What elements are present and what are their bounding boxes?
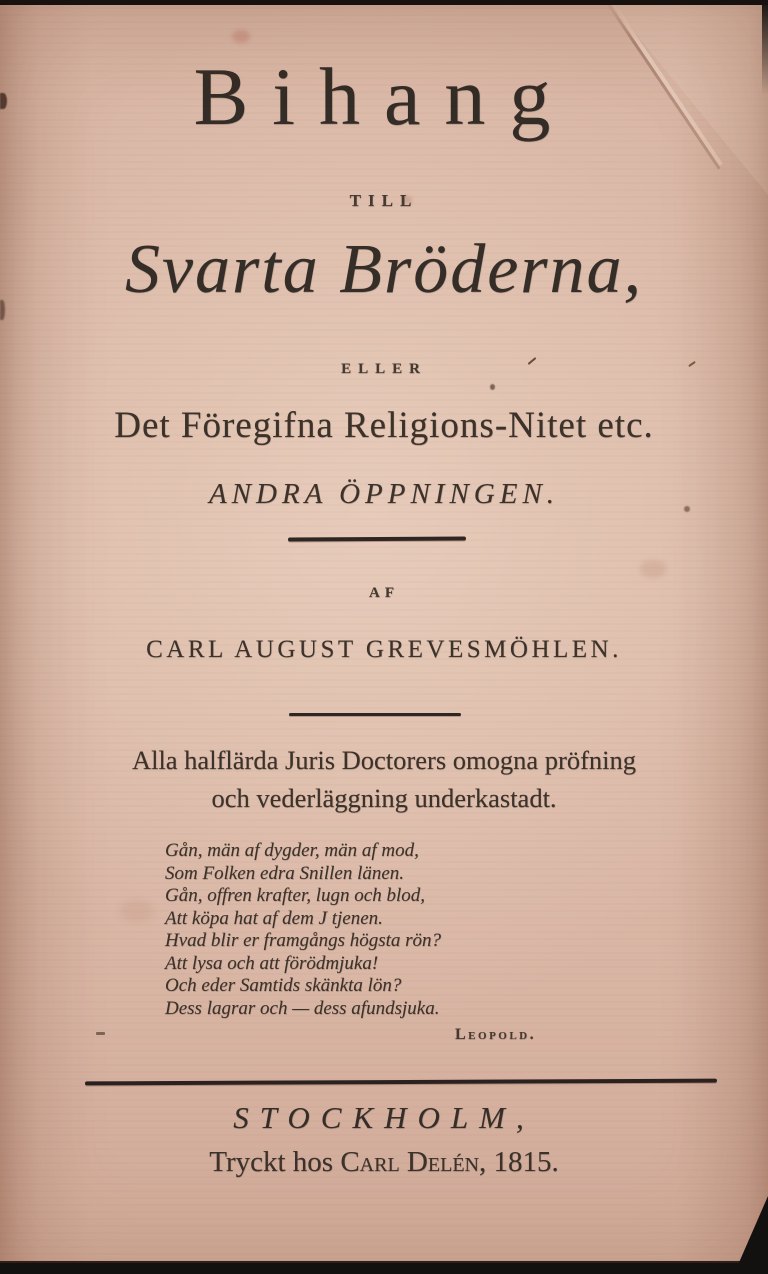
scan-edge-right xyxy=(762,0,768,95)
connector-till: TILL xyxy=(349,191,419,210)
series-title: Svarta Bröderna, xyxy=(124,231,644,308)
byline-label: AF xyxy=(369,585,399,601)
imprint-rule xyxy=(85,1079,717,1086)
poem-line: Gån, män af dygder, män af mod, xyxy=(165,840,419,861)
part-title: ANDRA ÖPPNINGEN. xyxy=(208,478,560,510)
printer-name: Carl Delén xyxy=(340,1146,479,1178)
paper-stain xyxy=(232,30,250,43)
ink-speck xyxy=(490,384,495,390)
motto-line-2: och vederläggning underkastadt. xyxy=(211,782,557,813)
divider-rule-2 xyxy=(289,713,461,716)
poem-line: Att lysa och att förödmjuka! xyxy=(165,952,379,974)
imprint-line xyxy=(0,1146,768,1179)
poem-line: Att köpa hat af dem J tjenen. xyxy=(165,907,383,929)
paper-stain xyxy=(120,900,154,922)
subtitle: Det Föregifna Religions-Nitet etc. xyxy=(114,405,654,446)
epigraph-poem xyxy=(165,840,585,1020)
poem-line: Gån, offren krafter, lugn och blod, xyxy=(165,885,425,906)
paper-stain xyxy=(640,560,666,578)
scan-edge-bottom xyxy=(0,1261,768,1274)
poem-attribution: Leopold. xyxy=(455,1026,537,1043)
poem-line: Som Folken edra Snillen länen. xyxy=(165,862,405,884)
ink-speck xyxy=(96,1032,105,1035)
poem-line: Dess lagrar och — dess afundsjuka. xyxy=(165,997,440,1019)
motto-line-1: Alla halflärda Juris Doctorers omogna pröfning xyxy=(131,745,637,775)
imprint-city: STOCKHOLM, xyxy=(233,1100,535,1135)
poem-line: Hvad blir er framgångs högsta rön? xyxy=(165,930,442,951)
divider-rule-1 xyxy=(288,537,466,542)
motto xyxy=(0,742,768,817)
author-name: CARL AUGUST GREVESMÖHLEN. xyxy=(146,636,622,663)
scan-edge-top xyxy=(0,0,768,5)
imprint-year: , 1815. xyxy=(478,1146,559,1178)
main-title: Bihang xyxy=(193,51,575,142)
connector-eller: ELLER xyxy=(341,361,427,377)
poem-line: Och eder Samtids skänkta lön? xyxy=(165,975,402,996)
imprint-prefix: Tryckt hos xyxy=(209,1146,341,1178)
